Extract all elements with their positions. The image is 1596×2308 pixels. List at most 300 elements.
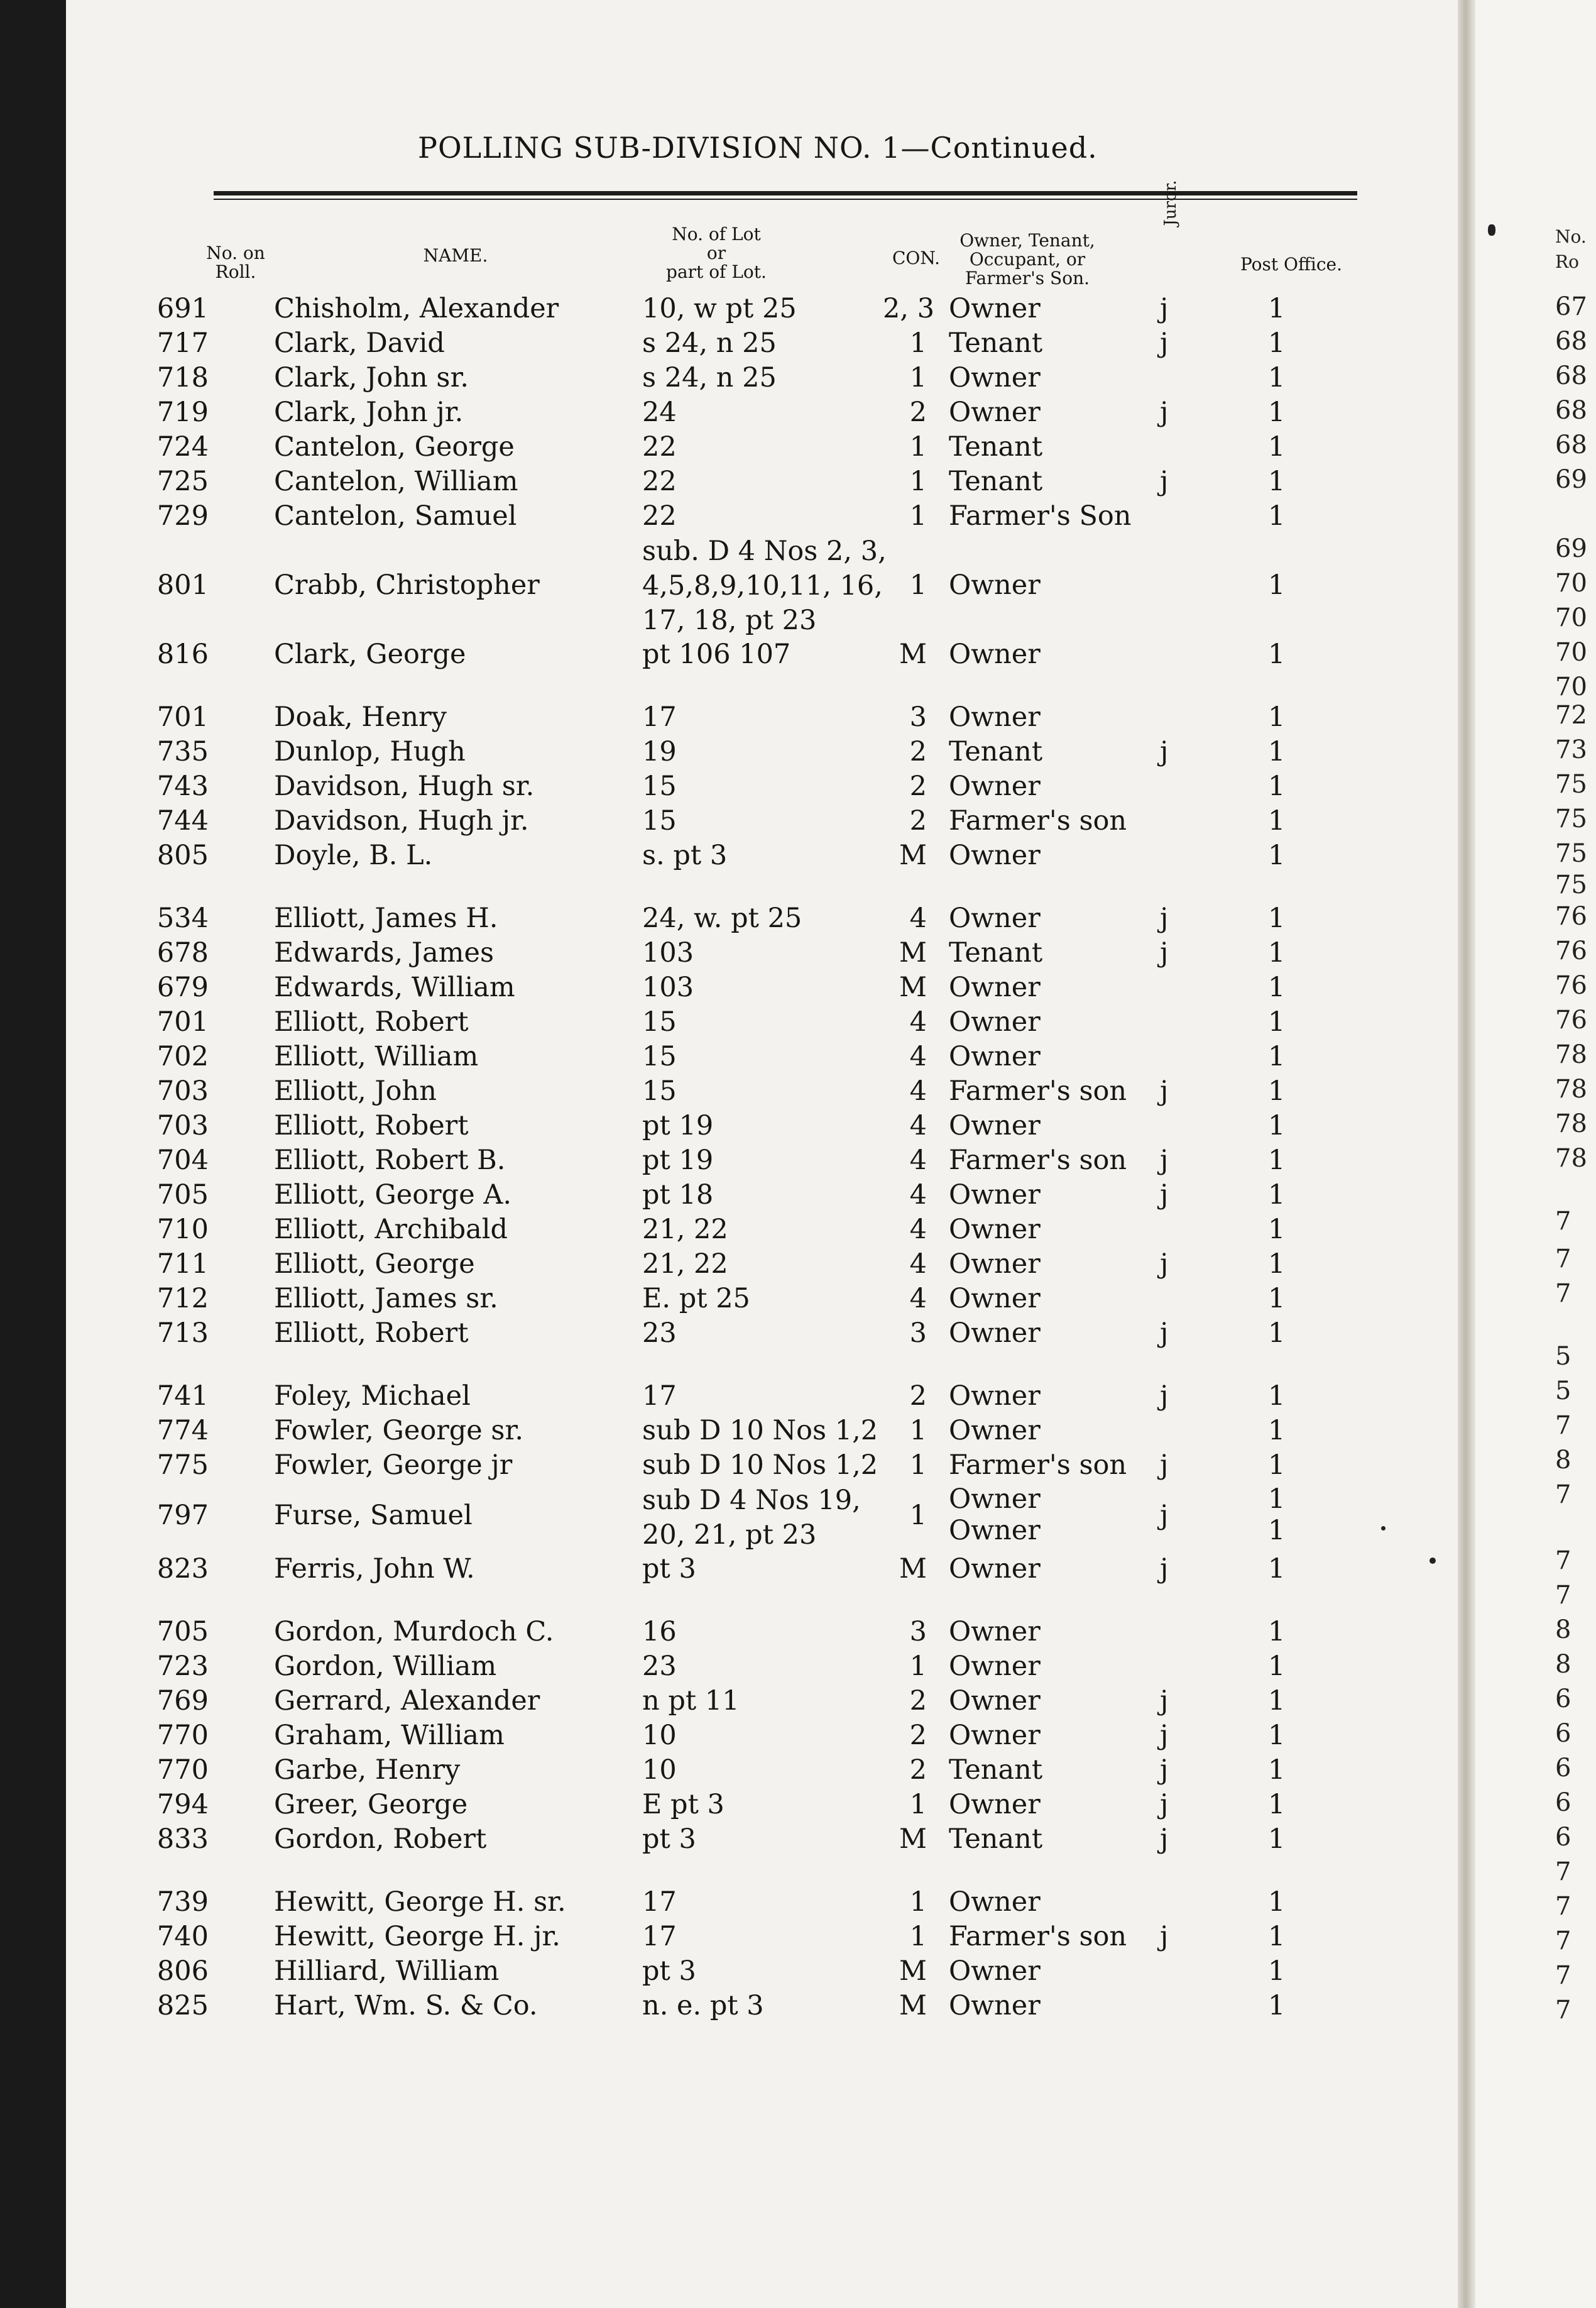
row-con: 2 (909, 397, 927, 428)
edge-number: 7 (1555, 1857, 1571, 1886)
row-name: Cantelon, George (274, 431, 515, 463)
edge-number: 8 (1555, 1615, 1571, 1644)
row-con: M (899, 937, 927, 969)
row-po: 1 (1268, 972, 1286, 1003)
row-con: M (899, 1553, 927, 1585)
row-name: Fowler, George jr (274, 1449, 513, 1481)
row-status: Farmer's son (949, 1145, 1127, 1176)
row-po: 1 (1268, 1248, 1286, 1280)
row-con: 2 (909, 736, 927, 767)
header-name: NAME. (423, 245, 488, 266)
row-status: Owner (949, 1789, 1041, 1820)
edge-number: 76 (1555, 937, 1587, 965)
row-po: 1 (1268, 1553, 1286, 1585)
row-name: Elliott, George A. (274, 1179, 512, 1211)
row-con: 2 (909, 1685, 927, 1717)
edge-number: 68 (1555, 327, 1587, 356)
row-name: Furse, Samuel (274, 1500, 473, 1531)
row-no: 703 (156, 1110, 209, 1141)
edge-number: No. (1555, 226, 1587, 247)
row-no: 769 (156, 1685, 209, 1717)
row-lot: s 24, n 25 (642, 327, 777, 359)
row-name: Elliott, Robert (274, 1006, 469, 1038)
row-con: 1 (909, 500, 927, 532)
row-no: 711 (156, 1248, 209, 1280)
row-no: 710 (156, 1214, 209, 1245)
row-lot: sub D 4 Nos 19, 20, 21, pt 23 (642, 1485, 861, 1551)
row-name: Davidson, Hugh sr. (274, 771, 535, 802)
edge-number: 6 (1555, 1684, 1571, 1713)
row-po: 1 (1268, 1075, 1286, 1107)
row-no: 718 (156, 362, 209, 393)
row-juror: j (1160, 1789, 1169, 1820)
header-roll-line1: No. on (206, 243, 265, 263)
row-name: Davidson, Hugh jr. (274, 805, 529, 837)
row-po: 1 (1268, 1179, 1286, 1211)
edge-number: 76 (1555, 1006, 1587, 1035)
edge-number: 69 (1555, 465, 1587, 494)
row-lot: 24 (642, 397, 677, 428)
edge-number: 78 (1555, 1075, 1587, 1104)
row-po: 1 (1268, 466, 1286, 497)
row-name: Chisholm, Alexander (274, 293, 559, 324)
row-lot: E. pt 25 (642, 1283, 750, 1314)
row-lot: n pt 11 (642, 1685, 740, 1717)
row-con: 4 (909, 1145, 927, 1176)
row-lot: s 24, n 25 (642, 362, 777, 393)
row-lot: n. e. pt 3 (642, 1990, 764, 2021)
row-po: 1 (1268, 1415, 1286, 1446)
row-con: 4 (909, 1041, 927, 1072)
row-lot: 23 (642, 1317, 677, 1349)
header-rule-thin (214, 199, 1357, 200)
row-po: 1 (1268, 1449, 1286, 1481)
row-lot: pt 19 (642, 1110, 714, 1141)
row-con: M (899, 1990, 927, 2021)
row-status: Owner (949, 1720, 1041, 1751)
row-con: 4 (909, 1075, 927, 1107)
row-status: Owner (949, 972, 1041, 1003)
row-status: Owner (949, 1685, 1041, 1717)
edge-number: 75 (1555, 805, 1587, 833)
row-no: 774 (156, 1415, 209, 1446)
row-status: Tenant (949, 1754, 1043, 1786)
row-juror: j (1160, 1380, 1169, 1412)
row-po: 1 (1268, 736, 1286, 767)
row-status: Farmer's son (949, 805, 1127, 837)
row-no: 703 (156, 1075, 209, 1107)
row-juror: j (1160, 1449, 1169, 1481)
row-status: Owner (949, 1110, 1041, 1141)
row-lot: 21, 22 (642, 1248, 728, 1280)
row-no: 704 (156, 1145, 209, 1176)
row-no: 705 (156, 1616, 209, 1647)
row-lot: 16 (642, 1616, 677, 1647)
row-status: Farmer's son (949, 1921, 1127, 1952)
header-roll-line2: Roll. (215, 261, 256, 282)
row-status: Tenant (949, 937, 1043, 969)
row-po: 1 (1268, 293, 1286, 324)
row-con: 1 (909, 1921, 927, 1952)
row-juror: j (1160, 466, 1169, 497)
row-lot: pt 18 (642, 1179, 714, 1211)
row-no: 823 (156, 1553, 209, 1585)
row-name: Cantelon, Samuel (274, 500, 517, 532)
row-con: 2 (909, 771, 927, 802)
row-lot: 15 (642, 1041, 677, 1072)
row-name: Elliott, James sr. (274, 1283, 498, 1314)
edge-number: 75 (1555, 770, 1587, 799)
row-po: 1 (1268, 1041, 1286, 1072)
row-po: 1 (1268, 431, 1286, 463)
row-status: Owner (949, 840, 1041, 871)
row-po: 1 (1268, 1006, 1286, 1038)
ink-mark (1488, 224, 1495, 236)
row-juror: j (1160, 293, 1169, 324)
row-status: Owner (949, 771, 1041, 802)
row-no: 725 (156, 466, 209, 497)
edge-number: 8 (1555, 1650, 1571, 1679)
row-status: Farmer's Son (949, 500, 1132, 532)
header-juror: Juror. (1161, 180, 1180, 226)
edge-number: 7 (1555, 1581, 1571, 1610)
edge-number: 70 (1555, 603, 1587, 632)
row-name: Fowler, George sr. (274, 1415, 523, 1446)
row-lot: sub D 10 Nos 1,2 (642, 1449, 878, 1481)
row-status: Owner (949, 903, 1041, 934)
row-po: 1 (1268, 569, 1286, 601)
row-name: Elliott, Robert B. (274, 1145, 506, 1176)
row-lot: 17 (642, 701, 677, 733)
row-name: Foley, Michael (274, 1380, 471, 1412)
row-po: 1 (1268, 397, 1286, 428)
row-con: M (899, 1955, 927, 1987)
row-con: 4 (909, 1214, 927, 1245)
row-po: 1 (1268, 1651, 1286, 1682)
row-po: 1 (1268, 1754, 1286, 1786)
row-po: 1 (1268, 500, 1286, 532)
row-con: 4 (909, 903, 927, 934)
row-status: Owner (949, 1955, 1041, 1987)
row-no: 806 (156, 1955, 209, 1987)
row-con: 1 (909, 1415, 927, 1446)
row-name: Doak, Henry (274, 701, 447, 733)
row-lot: 23 (642, 1651, 677, 1682)
row-status: Owner (949, 1651, 1041, 1682)
row-po: 1 (1268, 1685, 1286, 1717)
row-name: Hewitt, George H. jr. (274, 1921, 560, 1952)
row-lot: E pt 3 (642, 1789, 724, 1820)
row-juror: j (1160, 1317, 1169, 1349)
row-juror: j (1160, 903, 1169, 934)
edge-number: 5 (1555, 1342, 1571, 1371)
page-fold (1458, 0, 1475, 2308)
header-lot-line3: part of Lot. (666, 261, 767, 282)
row-status: Tenant (949, 466, 1043, 497)
row-lot: 22 (642, 431, 677, 463)
row-status: Owner (949, 569, 1041, 601)
edge-number: 67 (1555, 292, 1587, 321)
row-con: 1 (909, 569, 927, 601)
row-no: 741 (156, 1380, 209, 1412)
row-juror: j (1160, 1500, 1169, 1531)
row-status: Owner (949, 362, 1041, 393)
row-con: 4 (909, 1006, 927, 1038)
row-status: Owner (949, 1041, 1041, 1072)
header-lot-line2: or (706, 243, 726, 263)
row-po: 1 (1268, 327, 1286, 359)
row-juror: j (1160, 1720, 1169, 1751)
page-title: POLLING SUB-DIVISION NO. 1—Continued. (418, 131, 1098, 165)
header-roll (201, 244, 270, 282)
row-po: 1 (1268, 701, 1286, 733)
row-name: Edwards, James (274, 937, 495, 969)
row-no: 705 (156, 1179, 209, 1211)
row-con: 1 (909, 1886, 927, 1918)
row-con: M (899, 972, 927, 1003)
row-po: 1 (1268, 805, 1286, 837)
row-po: 1 (1268, 1720, 1286, 1751)
row-juror: j (1160, 397, 1169, 428)
row-po: 1 (1268, 1955, 1286, 1987)
row-con: 3 (909, 1317, 927, 1349)
row-con: 1 (909, 431, 927, 463)
row-lot: 10 (642, 1720, 677, 1751)
row-juror: j (1160, 1553, 1169, 1585)
edge-number: 69 (1555, 534, 1587, 563)
row-status: Owner (949, 701, 1041, 733)
row-no: 723 (156, 1651, 209, 1682)
row-con: 3 (909, 701, 927, 733)
row-lot: 22 (642, 466, 677, 497)
row-con: 1 (909, 1789, 927, 1820)
row-status: Owner (949, 1214, 1041, 1245)
row-con: 2 (909, 805, 927, 837)
row-po: 1 1 (1268, 1483, 1286, 1546)
row-no: 724 (156, 431, 209, 463)
row-juror: j (1160, 1823, 1169, 1855)
row-status: Farmer's son (949, 1075, 1127, 1107)
edge-number: 7 (1555, 1926, 1571, 1955)
row-con: 4 (909, 1283, 927, 1314)
row-name: Gordon, Murdoch C. (274, 1616, 554, 1647)
row-po: 1 (1268, 639, 1286, 670)
row-po: 1 (1268, 1145, 1286, 1176)
row-lot: pt 106 107 (642, 639, 791, 670)
row-po: 1 (1268, 1110, 1286, 1141)
row-lot: 17 (642, 1886, 677, 1918)
edge-number: 68 (1555, 396, 1587, 425)
row-name: Crabb, Christopher (274, 569, 540, 601)
row-no: 729 (156, 500, 209, 532)
edge-number: 70 (1555, 638, 1587, 667)
edge-number: Ro (1555, 251, 1579, 272)
header-con: CON. (892, 248, 940, 268)
row-no: 794 (156, 1789, 209, 1820)
row-po: 1 (1268, 1886, 1286, 1918)
edge-number: 78 (1555, 1040, 1587, 1069)
row-lot: sub. D 4 Nos 2, 3, 4,5,8,9,10,11, 16, 17, 18, pt 23 (642, 536, 887, 636)
row-status: Owner (949, 293, 1041, 324)
row-lot: 24, w. pt 25 (642, 903, 802, 934)
row-lot: 17 (642, 1921, 677, 1952)
row-no: 713 (156, 1317, 209, 1349)
row-lot: pt 19 (642, 1145, 714, 1176)
row-po: 1 (1268, 1616, 1286, 1647)
row-no: 744 (156, 805, 209, 837)
row-po: 1 (1268, 1823, 1286, 1855)
row-name: Elliott, James H. (274, 903, 498, 934)
edge-number: 73 (1555, 735, 1587, 764)
ink-speck (1381, 1526, 1386, 1530)
edge-number: 78 (1555, 1144, 1587, 1173)
row-lot: 15 (642, 805, 677, 837)
row-name: Graham, William (274, 1720, 505, 1751)
row-no: 797 (156, 1500, 209, 1531)
row-status: Owner (949, 1283, 1041, 1314)
edge-number: 6 (1555, 1823, 1571, 1852)
row-lot: pt 3 (642, 1823, 696, 1855)
header-lot-line1: No. of Lot (672, 224, 761, 245)
row-no: 833 (156, 1823, 209, 1855)
row-lot: s. pt 3 (642, 840, 728, 871)
row-po: 1 (1268, 1214, 1286, 1245)
row-juror: j (1160, 736, 1169, 767)
edge-number: 7 (1555, 1279, 1571, 1308)
row-con: 1 (909, 1651, 927, 1682)
row-no: 825 (156, 1990, 209, 2021)
row-con: 3 (909, 1616, 927, 1647)
edge-number: 68 (1555, 361, 1587, 390)
row-name: Edwards, William (274, 972, 515, 1003)
header-owner-line2: Occupant, or (969, 249, 1086, 270)
row-juror: j (1160, 937, 1169, 969)
header-post-office: Post Office. (1240, 254, 1343, 275)
edge-number: 5 (1555, 1377, 1571, 1405)
row-no: 816 (156, 639, 209, 670)
row-con: 2 (909, 1754, 927, 1786)
row-name: Garbe, Henry (274, 1754, 461, 1786)
row-no: 678 (156, 937, 209, 969)
row-juror: j (1160, 1248, 1169, 1280)
row-juror: j (1160, 1754, 1169, 1786)
row-con: 2 (909, 1720, 927, 1751)
row-name: Clark, John jr. (274, 397, 464, 428)
edge-number: 70 (1555, 673, 1587, 701)
row-lot: 10, w pt 25 (642, 293, 797, 324)
row-lot: 15 (642, 1075, 677, 1107)
row-status: Tenant (949, 431, 1043, 463)
edge-number: 75 (1555, 871, 1587, 899)
row-lot: 19 (642, 736, 677, 767)
row-con: M (899, 639, 927, 670)
ink-speck (1429, 1558, 1436, 1564)
header-owner-line1: Owner, Tenant, (959, 230, 1095, 251)
row-lot: sub D 10 Nos 1,2 (642, 1415, 878, 1446)
row-no: 534 (156, 903, 209, 934)
row-no: 775 (156, 1449, 209, 1481)
row-name: Greer, George (274, 1789, 468, 1820)
row-lot: 10 (642, 1754, 677, 1786)
edge-number: 76 (1555, 902, 1587, 931)
row-name: Ferris, John W. (274, 1553, 475, 1585)
edge-number: 7 (1555, 1892, 1571, 1921)
row-con: 1 (909, 466, 927, 497)
edge-number: 72 (1555, 701, 1587, 730)
edge-number: 7 (1555, 1996, 1571, 2025)
row-lot: pt 3 (642, 1553, 696, 1585)
row-po: 1 (1268, 1921, 1286, 1952)
row-con: 2 (909, 1380, 927, 1412)
edge-number: 7 (1555, 1480, 1571, 1509)
edge-number: 7 (1555, 1961, 1571, 1990)
row-no: 805 (156, 840, 209, 871)
row-status: Farmer's son (949, 1449, 1127, 1481)
row-con: 1 (909, 327, 927, 359)
row-name: Gerrard, Alexander (274, 1685, 540, 1717)
row-status: Owner (949, 639, 1041, 670)
row-lot: 15 (642, 1006, 677, 1038)
edge-number: 6 (1555, 1788, 1571, 1817)
row-name: Elliott, George (274, 1248, 475, 1280)
row-juror: j (1160, 1145, 1169, 1176)
row-po: 1 (1268, 937, 1286, 969)
row-con: 4 (909, 1179, 927, 1211)
row-status: Owner (949, 1317, 1041, 1349)
row-name: Elliott, William (274, 1041, 479, 1072)
row-status: Owner (949, 1380, 1041, 1412)
header-rule-thick (214, 191, 1357, 195)
row-con: 1 (909, 1500, 927, 1531)
edge-number: 7 (1555, 1245, 1571, 1273)
row-no: 743 (156, 771, 209, 802)
row-con: 1 (909, 362, 927, 393)
row-lot: 21, 22 (642, 1214, 728, 1245)
row-status: Owner (949, 1990, 1041, 2021)
header-owner-line3: Farmer's Son. (965, 268, 1090, 288)
row-no: 701 (156, 701, 209, 733)
row-no: 740 (156, 1921, 209, 1952)
row-name: Hewitt, George H. sr. (274, 1886, 566, 1918)
row-juror: j (1160, 1075, 1169, 1107)
row-no: 770 (156, 1754, 209, 1786)
edge-number: 76 (1555, 971, 1587, 1000)
row-lot: 15 (642, 771, 677, 802)
header-owner (946, 231, 1109, 288)
row-name: Elliott, Archibald (274, 1214, 508, 1245)
row-name: Elliott, Robert (274, 1110, 469, 1141)
row-con: M (899, 1823, 927, 1855)
edge-number: 70 (1555, 569, 1587, 598)
row-name: Doyle, B. L. (274, 840, 433, 871)
row-status: Owner (949, 1248, 1041, 1280)
edge-number: 7 (1555, 1207, 1571, 1236)
row-no: 679 (156, 972, 209, 1003)
header-lot (647, 225, 785, 282)
row-name: Clark, John sr. (274, 362, 469, 393)
edge-number: 6 (1555, 1754, 1571, 1783)
row-con: 4 (909, 1110, 927, 1141)
edge-number: 75 (1555, 839, 1587, 868)
row-juror: j (1160, 1685, 1169, 1717)
row-status: Tenant (949, 736, 1043, 767)
row-name: Clark, David (274, 327, 445, 359)
row-po: 1 (1268, 840, 1286, 871)
row-name: Clark, George (274, 639, 466, 670)
row-status: Owner (949, 1616, 1041, 1647)
row-po: 1 (1268, 362, 1286, 393)
row-name: Hart, Wm. S. & Co. (274, 1990, 538, 2021)
